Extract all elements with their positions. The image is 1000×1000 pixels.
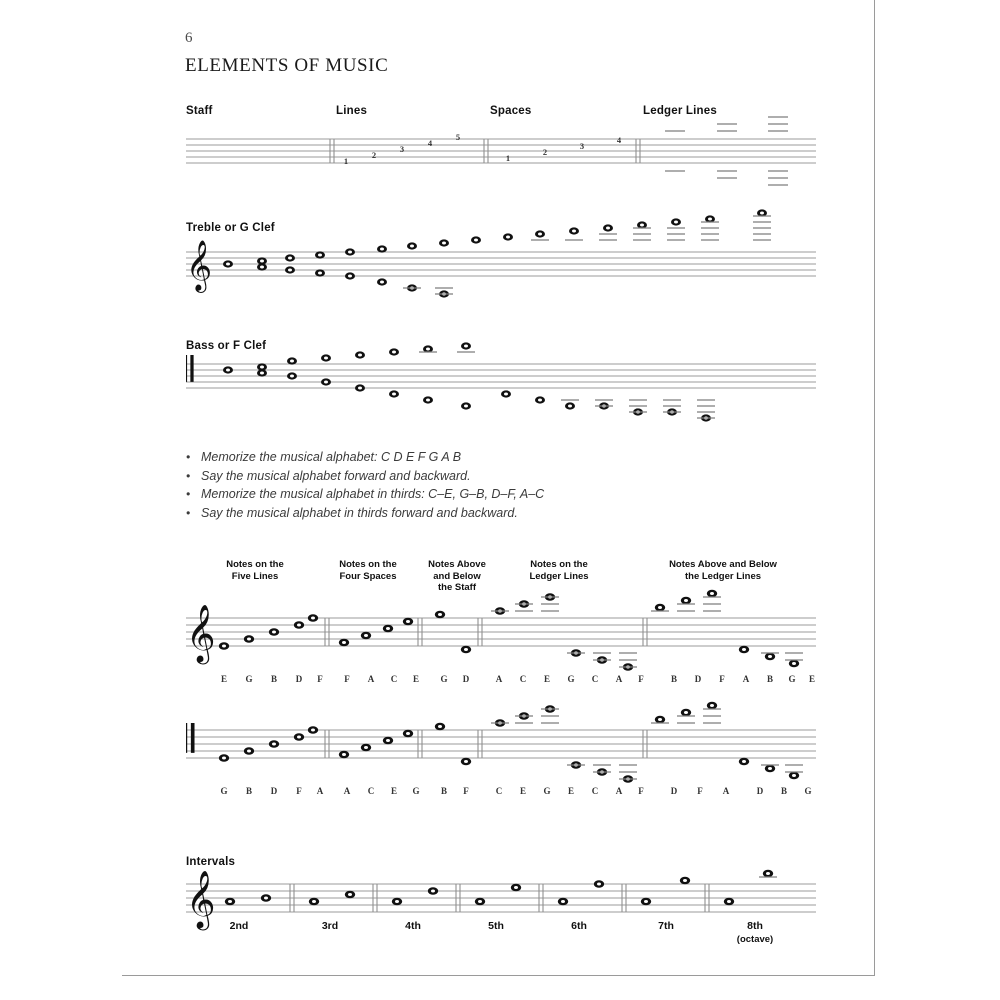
interval-label: 4th [405, 920, 421, 932]
note-letter: D [670, 786, 678, 796]
line-number: 2 [371, 150, 377, 160]
note-letter: D [462, 674, 470, 684]
note-letter: F [344, 674, 350, 684]
line-number: 1 [343, 156, 349, 166]
treble-clef-icon: 𝄞 [186, 604, 216, 662]
list-item: • Say the musical alphabet in thirds forward and backward. [186, 504, 706, 523]
note-letter: B [670, 674, 677, 684]
note-letter: A [615, 674, 623, 684]
header-line: Notes on the [339, 559, 397, 570]
label-lines: Lines [336, 105, 368, 117]
note-letter: A [367, 674, 375, 684]
bass-clef-icon: 𝄂 [186, 717, 195, 761]
note-letter: D [756, 786, 764, 796]
line-number: 3 [399, 144, 405, 154]
header-line: Five Lines [231, 570, 279, 582]
note-letter: B [270, 674, 277, 684]
note-letter: A [495, 674, 503, 684]
header-line: Notes on the [530, 559, 588, 570]
note-letter: G [788, 674, 796, 684]
note-letter: D [270, 786, 278, 796]
note-letter: C [495, 786, 503, 796]
note-letter: C [591, 674, 599, 684]
list-item: • Memorize the musical alphabet in thirds: C–E, G–B, D–F, A–C [186, 485, 706, 504]
space-number: 2 [542, 147, 548, 157]
space-number: 3 [579, 141, 585, 151]
line-number: 5 [455, 132, 461, 142]
list-item: • Say the musical alphabet forward and backward. [186, 467, 706, 486]
note-letter: C [390, 674, 398, 684]
note-letter: E [808, 674, 815, 684]
note-letter: F [697, 786, 703, 796]
note-letter: C [519, 674, 527, 684]
label-ledger-lines: Ledger Lines [643, 105, 717, 117]
label-staff: Staff [186, 105, 213, 117]
note-letter: G [412, 786, 420, 796]
note-letter: A [615, 786, 623, 796]
interval-label: 8th [747, 920, 763, 932]
interval-label: 5th [488, 920, 504, 932]
page-number: 6 [185, 30, 193, 46]
interval-label: 3rd [321, 920, 339, 932]
header-line: Ledger Lines [529, 570, 589, 582]
space-number: 4 [616, 135, 622, 145]
header-line: the Staff [438, 582, 476, 593]
note-letter: B [780, 786, 787, 796]
note-letter: A [722, 786, 730, 796]
interval-label: 7th [658, 920, 674, 932]
bass-clef-icon: 𝄂 [186, 350, 194, 390]
note-letter: E [220, 674, 227, 684]
label-spaces: Spaces [490, 105, 532, 117]
note-letter: B [766, 674, 773, 684]
note-letter: G [567, 674, 575, 684]
note-letter: F [296, 786, 302, 796]
note-letter: G [543, 786, 551, 796]
note-letter: E [567, 786, 574, 796]
label-treble-clef: Treble or G Clef [186, 222, 275, 234]
note-letter: A [742, 674, 750, 684]
note-letter: G [804, 786, 812, 796]
note-letter: E [412, 674, 419, 684]
treble-clef-icon: 𝄞 [186, 240, 213, 291]
interval-label: 6th [571, 920, 587, 932]
header-line: the Ledger Lines [684, 570, 762, 582]
label-bass-clef: Bass or F Clef [186, 340, 267, 352]
staff-lines-intervals [186, 884, 816, 912]
note-letter: E [543, 674, 550, 684]
note-letter: F [317, 674, 323, 684]
note-letter: A [316, 786, 324, 796]
page-title: ELEMENTS OF MUSIC [185, 55, 389, 76]
note-letter: F [719, 674, 725, 684]
space-number: 1 [505, 153, 511, 163]
label-intervals: Intervals [186, 856, 236, 868]
treble-clef-icon: 𝄞 [186, 870, 216, 928]
note-letter: F [638, 674, 644, 684]
header-line: Four Spaces [339, 570, 397, 582]
header-line: Notes on the [226, 559, 284, 570]
header-line: and Below [433, 570, 481, 582]
header-line: Notes Above and Below [669, 559, 777, 570]
note-letter: F [463, 786, 469, 796]
header-line: Notes Above [428, 559, 486, 570]
note-letter: E [519, 786, 526, 796]
line-number: 4 [427, 138, 433, 148]
list-item: • Memorize the musical alphabet: C D E F G A B [186, 448, 706, 467]
note-letter: D [295, 674, 303, 684]
note-letter: F [638, 786, 644, 796]
note-letter: G [220, 786, 228, 796]
note-letter: C [591, 786, 599, 796]
note-letter: D [694, 674, 702, 684]
interval-octave-note: (octave) [736, 934, 774, 945]
interval-label: 2nd [229, 920, 249, 932]
interval-notes [225, 870, 777, 905]
note-letter: G [440, 674, 448, 684]
note-letter: A [343, 786, 351, 796]
note-letter: C [367, 786, 375, 796]
note-letter: B [440, 786, 447, 796]
note-letter: G [245, 674, 253, 684]
note-letter: B [245, 786, 252, 796]
note-letter: E [390, 786, 397, 796]
